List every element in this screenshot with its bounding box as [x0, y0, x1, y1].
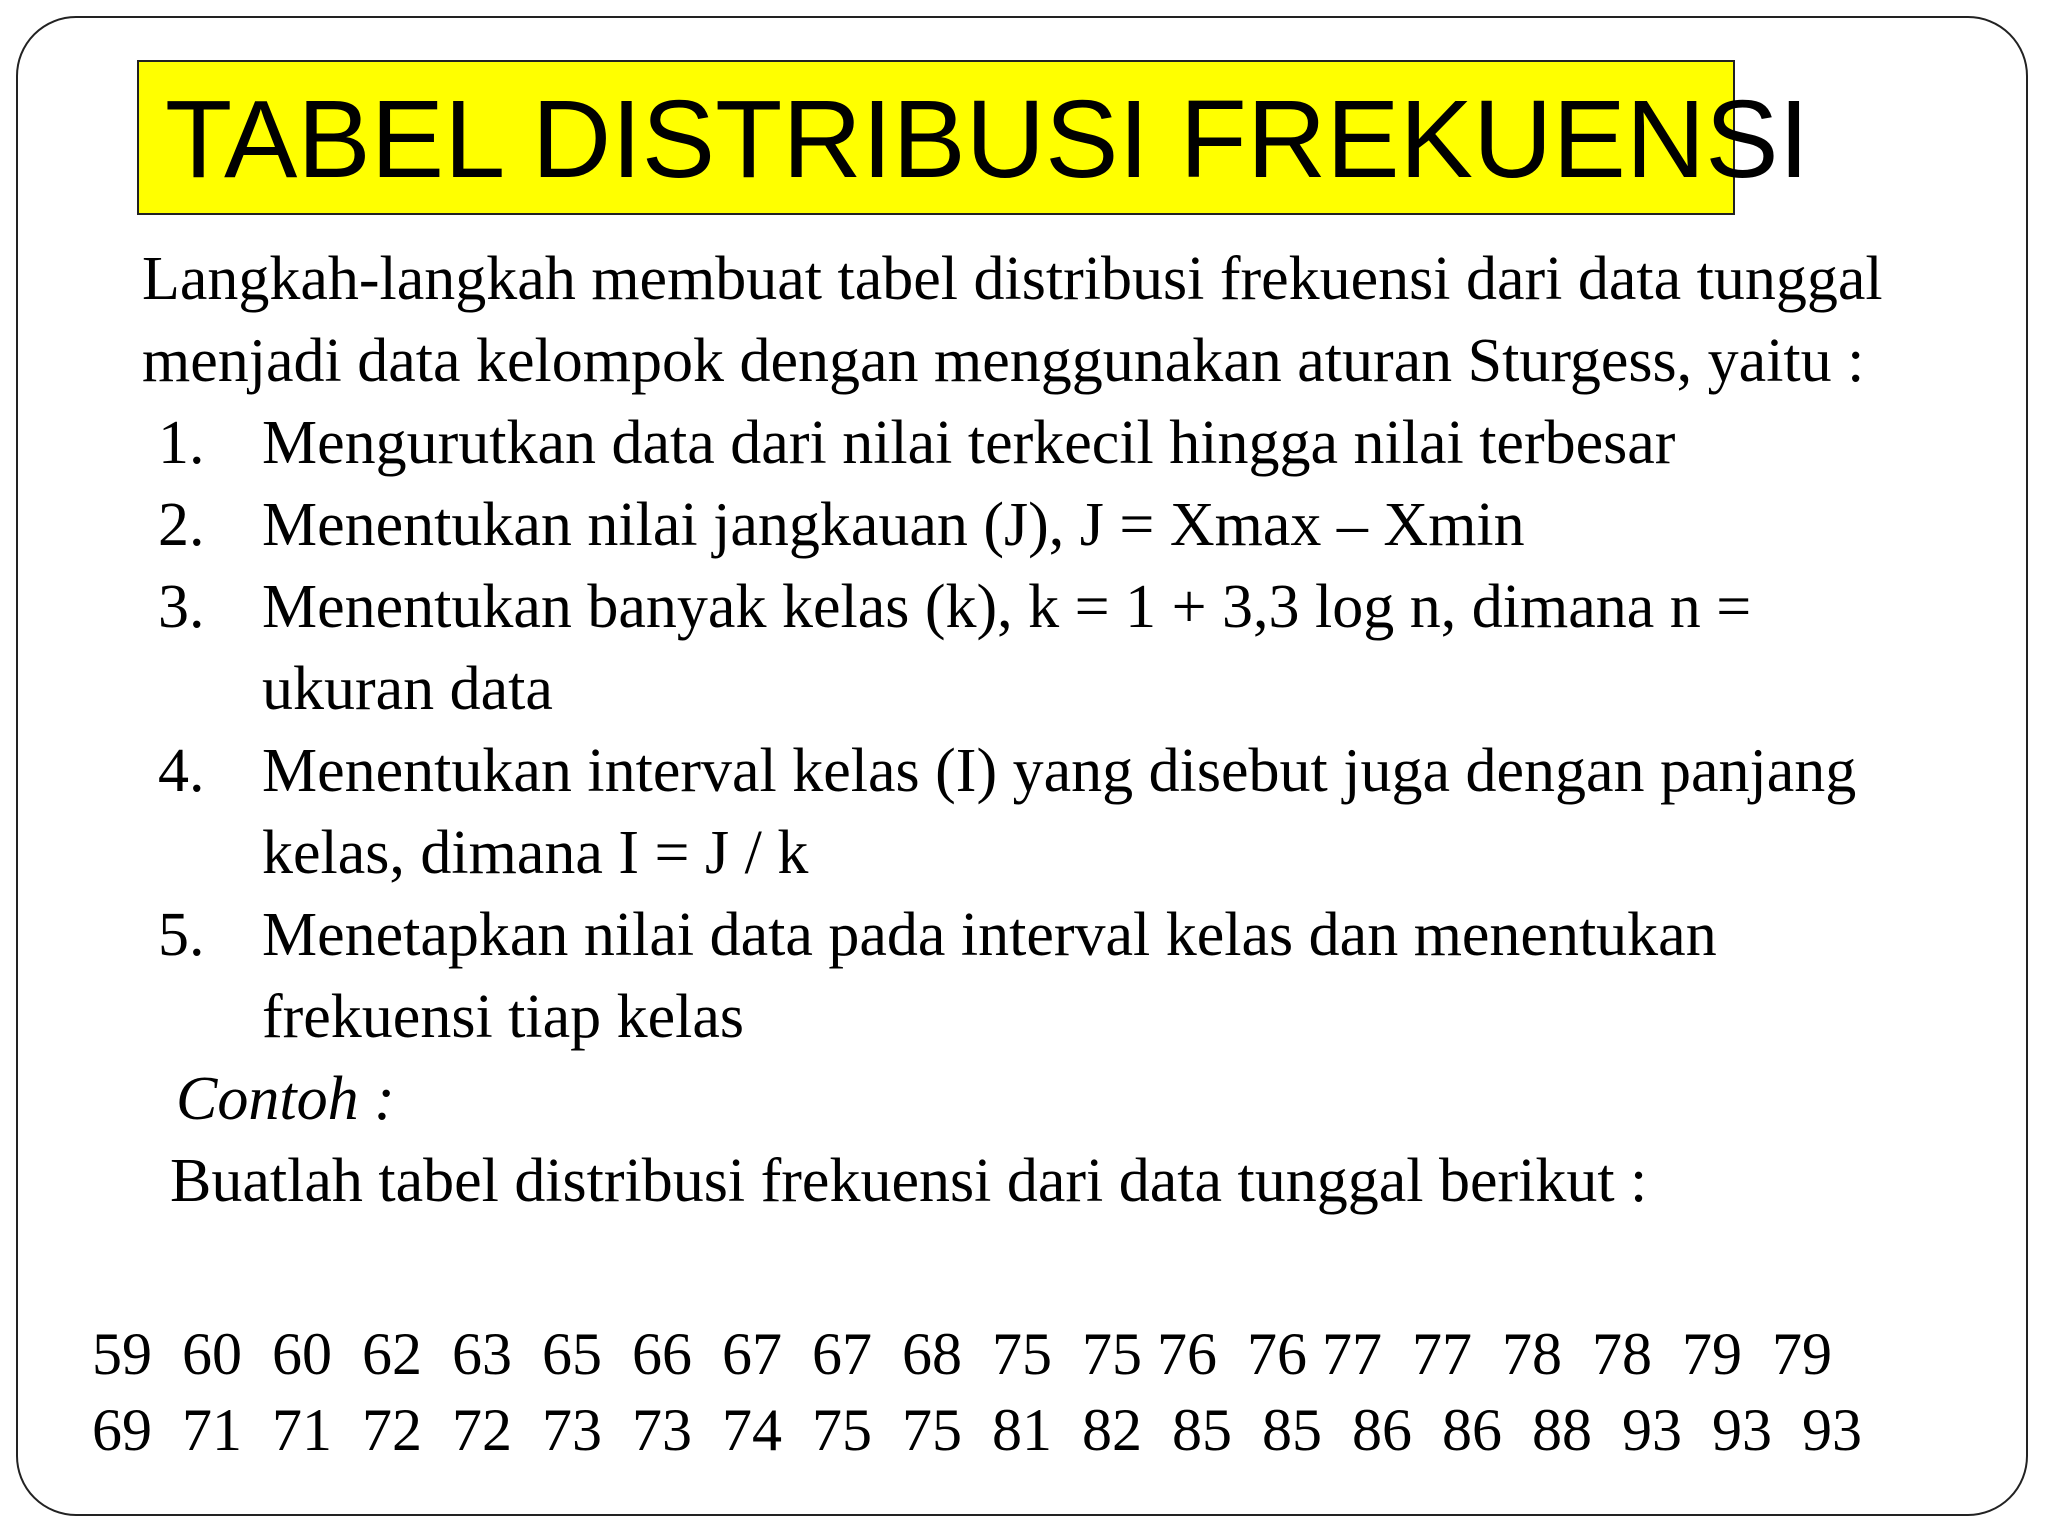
step-item: [142, 730, 1902, 894]
step-number: 3.: [158, 573, 205, 641]
step-item: [142, 566, 1902, 730]
steps-list: [142, 402, 1902, 1058]
step-text: Menentukan interval kelas (I) yang disebut juga dengan panjang kelas, dimana I = J / k: [262, 737, 1857, 887]
data-row: 59 60 60 62 63 65 66 67 67 68 75 75 76 76 77 77 78 78 79 79: [92, 1321, 1832, 1387]
step-text: Menentukan banyak kelas (k), k = 1 + 3,3 log n, dimana n = ukuran data: [262, 573, 1752, 723]
step-text: Menentukan nilai jangkauan (J), J = Xmax – Xmin: [262, 491, 1525, 559]
step-number: 5.: [158, 901, 205, 969]
slide-title: TABEL DISTRIBUSI FREKUENSI: [165, 78, 1810, 201]
step-item: [142, 894, 1902, 1058]
step-text: Menetapkan nilai data pada interval kelas dan menentukan frekuensi tiap kelas: [262, 901, 1717, 1051]
slide-body: [142, 238, 1902, 1222]
step-item: [142, 402, 1902, 484]
intro-paragraph: Langkah-langkah membuat tabel distribusi frekuensi dari data tunggal menjadi data kelompok dengan menggunakan aturan Sturgess, yaitu :: [142, 245, 1883, 395]
example-instruction: Buatlah tabel distribusi frekuensi dari data tunggal berikut :: [170, 1147, 1648, 1215]
data-values: [92, 1316, 1862, 1468]
step-text: Mengurutkan data dari nilai terkecil hingga nilai terbesar: [262, 409, 1676, 477]
example-label: Contoh :: [176, 1065, 395, 1133]
step-number: 1.: [158, 409, 205, 477]
data-row: 69 71 71 72 72 73 73 74 75 75 81 82 85 85 86 86 88 93 93 93: [92, 1397, 1862, 1463]
step-item: [142, 484, 1902, 566]
step-number: 2.: [158, 491, 205, 559]
step-number: 4.: [158, 737, 205, 805]
